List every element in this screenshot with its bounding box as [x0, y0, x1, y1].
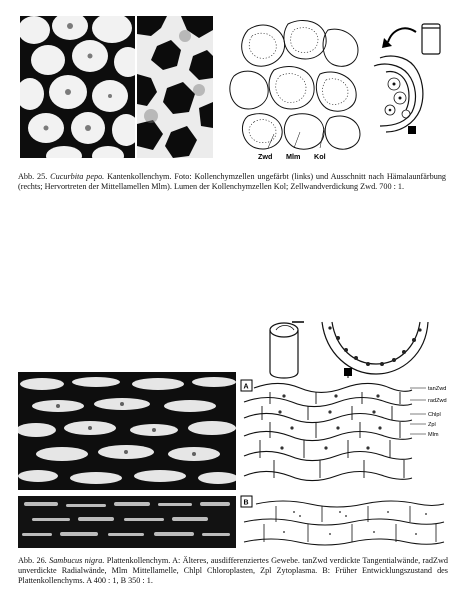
label-zpl: Zpl — [428, 422, 436, 428]
fig26-photo-mature — [18, 372, 236, 490]
label-radzwd: radZwd — [428, 398, 447, 404]
label-a: A — [243, 383, 249, 391]
label-kol: Kol — [314, 152, 326, 161]
fig25-photo-unstained — [20, 16, 135, 158]
fig25-caption — [18, 172, 446, 192]
fig25-caption-species: Cucurbita pepo. — [50, 172, 105, 181]
fig25-stem-schematic — [370, 14, 448, 140]
fig26-caption-abb: Abb. 26. — [18, 556, 47, 565]
fig26-tube-schematic — [262, 318, 306, 380]
fig25-photo-stained — [137, 16, 213, 158]
label-mlm-26: Mlm — [428, 432, 439, 438]
fig26-drawing-b — [240, 494, 450, 548]
label-tanzwd: tanZwd — [428, 386, 447, 392]
fig25-cell-drawing — [228, 16, 368, 162]
label-mlm: Mlm — [286, 152, 301, 161]
fig25-caption-text: Kantenkollenchym. Foto: Kollenchymzellen ungefärbt (links) und Ausschnitt nach Hämalaunfärbung (rechts; Hervortreten der Mittellamellen Mlm). Lumen der Kollenchymzellen Kol; Zellwandverdickung Zwd. 700 : 1. — [18, 172, 447, 191]
label-b: B — [243, 499, 249, 507]
label-chlpl: Chlpl — [428, 412, 441, 418]
fig25-caption-abb: Abb. 25. — [18, 172, 48, 181]
fig26-caption-species: Sambucus nigra. — [49, 556, 105, 565]
label-zwd: Zwd — [258, 152, 273, 161]
fig26-caption — [18, 556, 448, 586]
arrow-icon — [382, 38, 392, 48]
fig26-caption-text: Plattenkollenchym. A: Älteres, ausdifferenziertes Gewebe. tanZwd verdickte Tangentialwände, radZwd unverdickte Radialwände, Mlm Mittellamelle, Chlpl Chloroplasten, Zpl Zytoplasma. B: Früher Entwicklungszustand des Plattenkollenchyms. A 400 : 1, B 350 : 1. — [18, 556, 448, 585]
fig26-arc-schematic — [316, 316, 434, 378]
fig26-photo-early — [18, 496, 236, 548]
fig26-drawing-a — [240, 378, 454, 486]
